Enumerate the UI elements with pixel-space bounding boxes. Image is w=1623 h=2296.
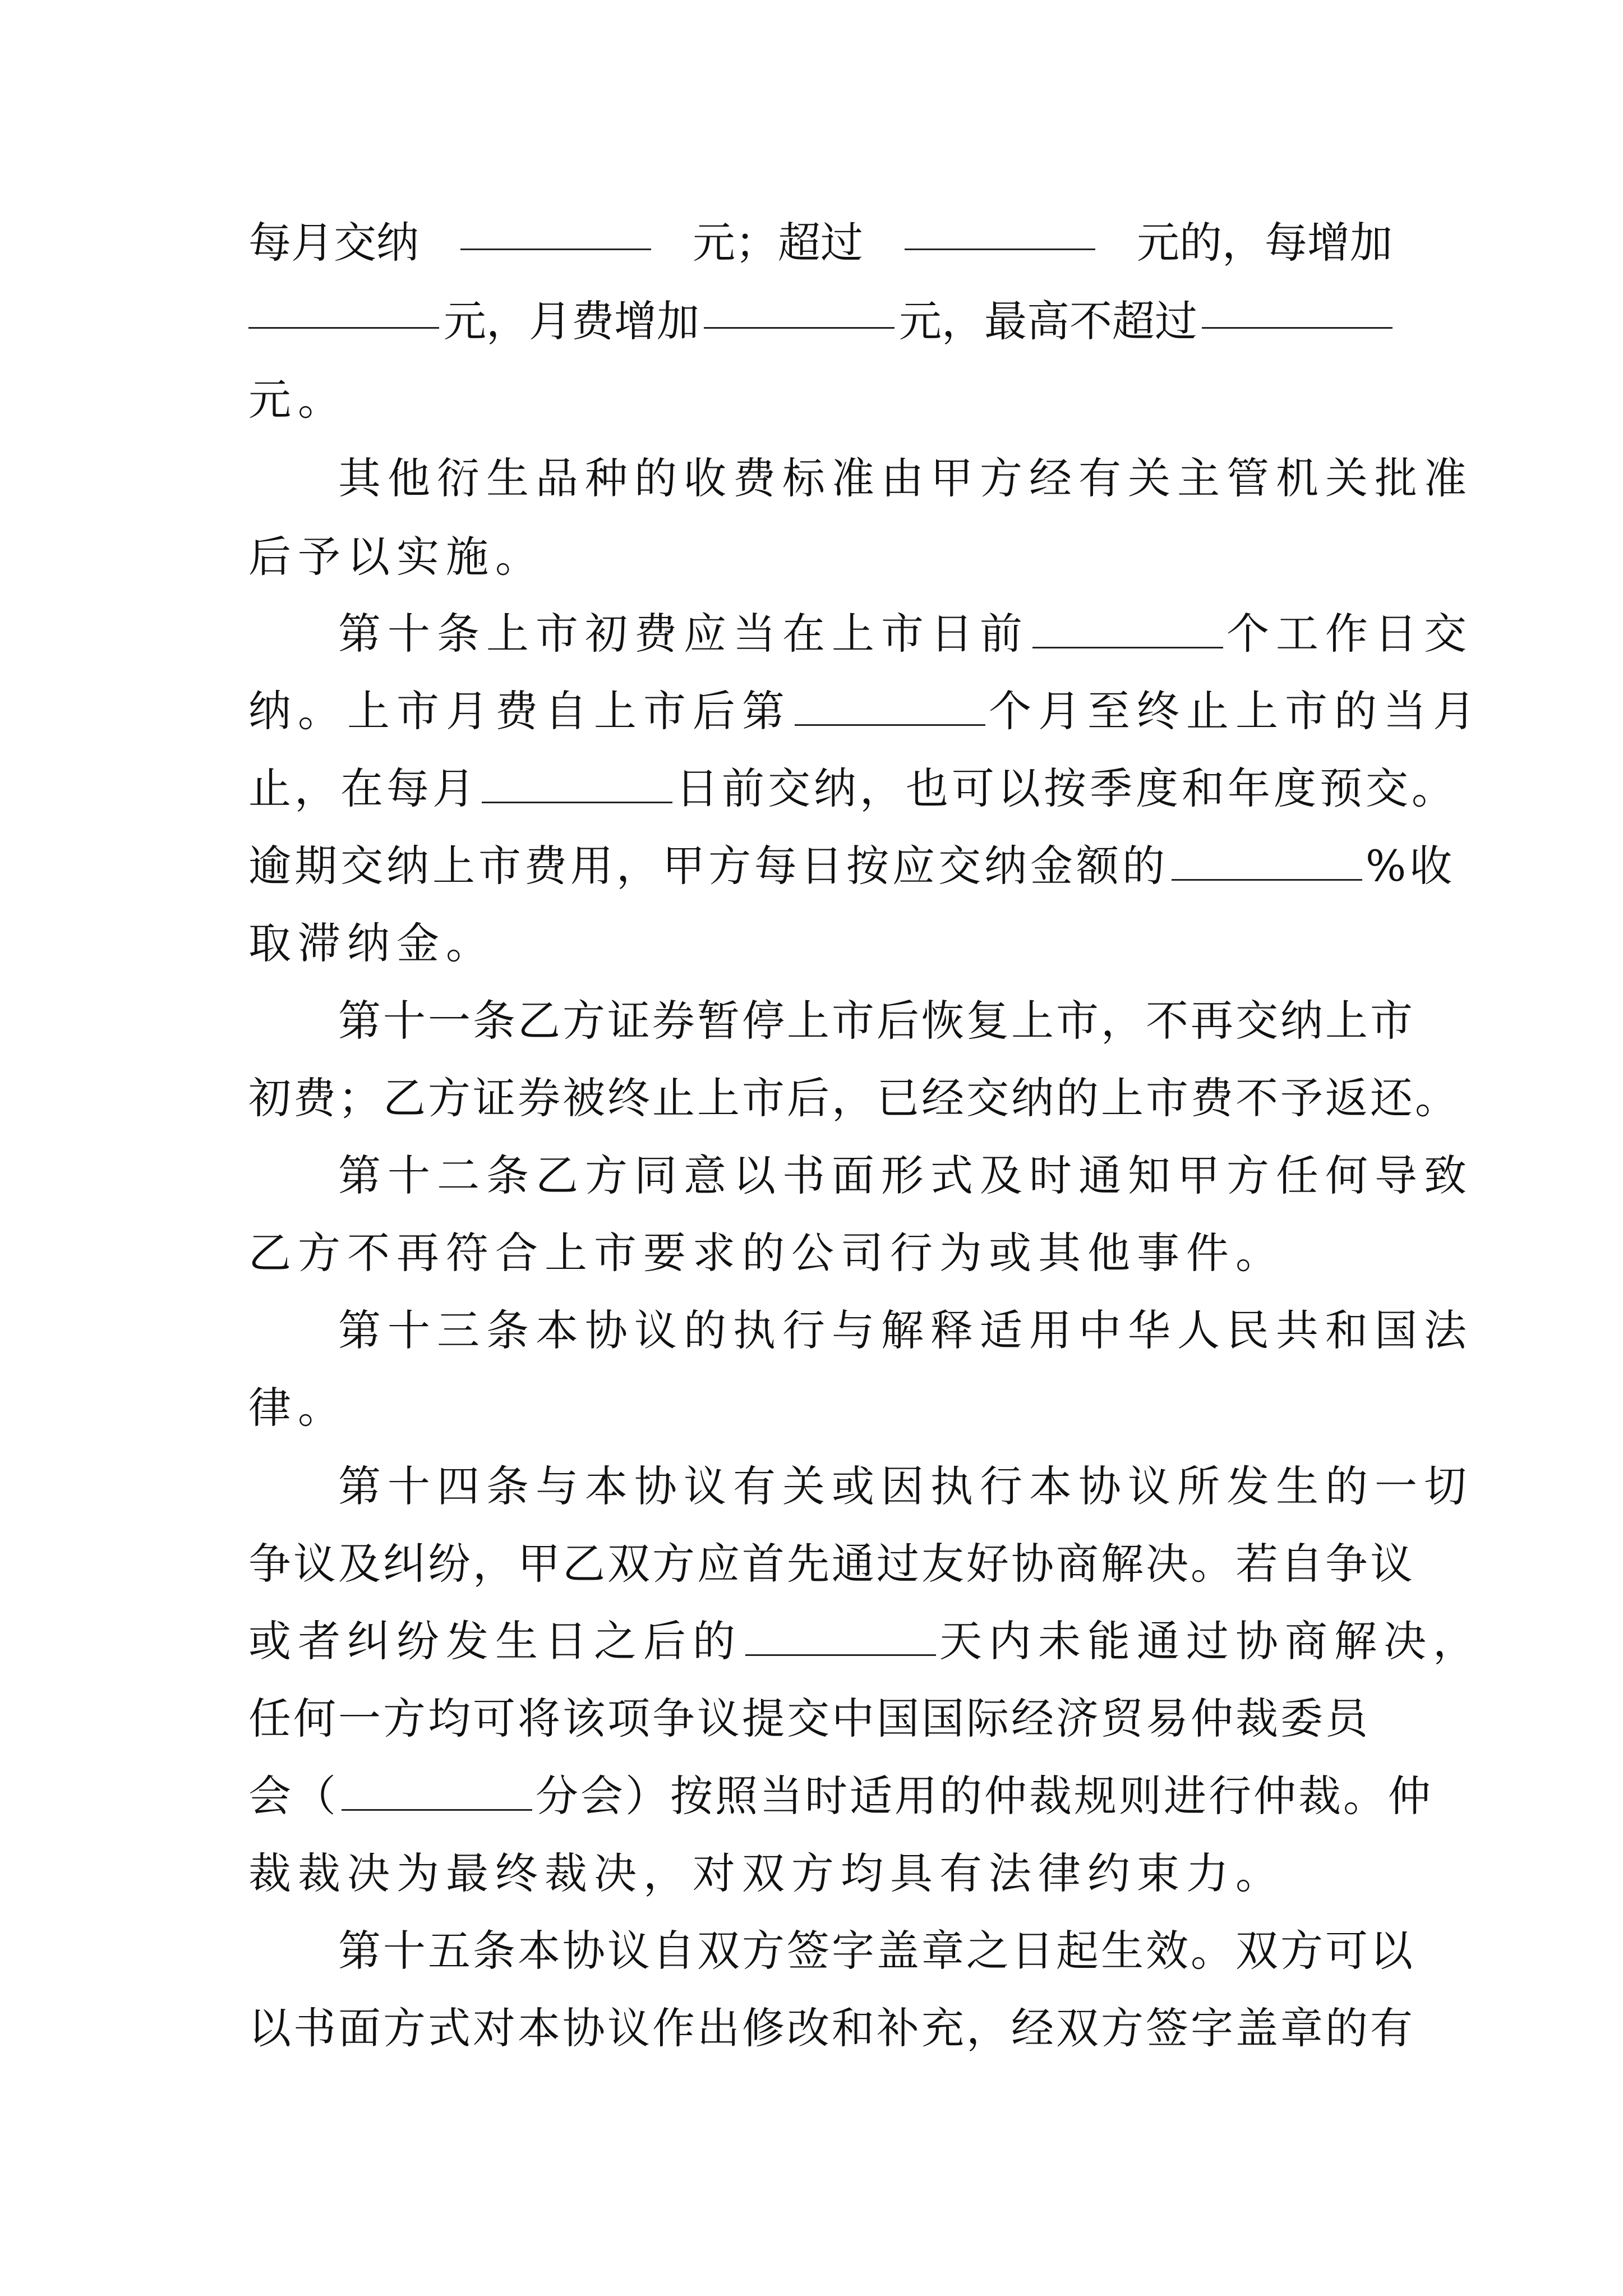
paragraph-first-line (248, 993, 1482, 1049)
text-line (248, 293, 1393, 349)
text-segment: 个工作日交 (1227, 609, 1473, 659)
text-segment: 第十条上市初费应当在上市日前 (338, 609, 1029, 659)
text-line (248, 529, 1393, 585)
text-segment: 会（ (248, 1771, 338, 1821)
fill-in-blank (460, 215, 651, 250)
text-segment: 争议及纠纷，甲乙双方应首先通过友好协商解决。若自争议 (248, 1539, 1415, 1589)
text-line (248, 683, 1482, 739)
text-segment: 元的，每增加 (1137, 218, 1393, 268)
text-line (248, 2000, 1415, 2056)
text-segment: 分会）按照当时适用的仲裁规则进行仲裁。仲 (536, 1771, 1433, 1821)
text-segment: 第十五条本协议自双方签字盖章之日起生效。双方可以 (338, 1926, 1415, 1976)
text-segment: 个月至终止上市的当月 (989, 686, 1482, 736)
text-line (248, 1225, 1393, 1281)
fill-in-blank (248, 293, 439, 329)
paragraph-first-line (248, 450, 1482, 507)
text-line (248, 372, 1393, 428)
text-segment: 元；超过 (693, 218, 863, 268)
text-line (248, 838, 1456, 894)
fill-in-blank (795, 691, 985, 726)
text-segment: 元。 (248, 375, 347, 425)
text-segment: 每月交纳 (248, 218, 419, 268)
text-segment: 元，最高不超过 (899, 296, 1197, 346)
text-segment: 后予以实施。 (248, 532, 545, 582)
text-line (248, 1380, 1393, 1436)
paragraph-first-line (248, 1923, 1482, 1979)
text-segment: 天内未能通过协商解决， (939, 1616, 1482, 1666)
text-line (248, 915, 1393, 972)
text-segment: 其他衍生品种的收费标准由甲方经有关主管机关批准 (338, 453, 1473, 503)
text-segment: 第十二条乙方同意以书面形式及时通知甲方任何导致 (338, 1151, 1473, 1200)
text-line (248, 1536, 1415, 1592)
text-segment: 第十四条与本协议有关或因执行本协议所发生的一切 (338, 1461, 1473, 1511)
paragraph-first-line (248, 1148, 1482, 1204)
text-line (248, 1070, 1460, 1126)
text-segment: 乙方不再符合上市要求的公司行为或其他事件。 (248, 1228, 1285, 1278)
text-line (248, 1691, 1393, 1747)
text-segment: %收 (1366, 841, 1456, 891)
paragraph-first-line (248, 606, 1482, 662)
fill-in-blank (1172, 845, 1362, 881)
text-segment: 第十一条乙方证券暂停上市后恢复上市，不再交纳上市 (338, 996, 1415, 1046)
text-segment: 或者纠纷发生日之后的 (248, 1616, 742, 1666)
fill-in-blank (1202, 293, 1393, 329)
text-line (248, 761, 1458, 817)
text-segment: 日前交纳，也可以按季度和年度预交。 (676, 763, 1458, 813)
paragraph-first-line (248, 1303, 1482, 1359)
fill-in-blank (482, 768, 672, 803)
text-segment: 第十三条本协议的执行与解释适用中华人民共和国法 (338, 1305, 1473, 1355)
text-segment: 止，在每月 (248, 763, 478, 813)
text-segment: 初费；乙方证券被终止上市后，已经交纳的上市费不予返还。 (248, 1073, 1460, 1123)
fill-in-blank (342, 1775, 532, 1811)
fill-in-blank (905, 215, 1095, 250)
text-segment: 纳。上市月费自上市后第 (248, 686, 791, 736)
text-line (248, 1613, 1482, 1669)
text-segment: 元，月费增加 (444, 296, 699, 346)
text-segment: 任何一方均可将该项争议提交中国国际经济贸易仲裁委员 (248, 1694, 1370, 1743)
fill-in-blank (704, 293, 895, 329)
paragraph-first-line (248, 1458, 1482, 1515)
text-segment: 裁裁决为最终裁决，对双方均具有法律约束力。 (248, 1848, 1285, 1898)
text-segment: 逾期交纳上市费用，甲方每日按应交纳金额的 (248, 841, 1168, 891)
fill-in-blank (745, 1621, 936, 1656)
text-line (248, 215, 1393, 271)
text-line (248, 1846, 1393, 1902)
text-line (248, 1768, 1433, 1824)
text-segment: 取滞纳金。 (248, 918, 495, 968)
text-segment: 律。 (248, 1383, 347, 1433)
fill-in-blank (1032, 613, 1223, 648)
text-segment: 以书面方式对本协议作出修改和补充，经双方签字盖章的有 (248, 2003, 1415, 2053)
